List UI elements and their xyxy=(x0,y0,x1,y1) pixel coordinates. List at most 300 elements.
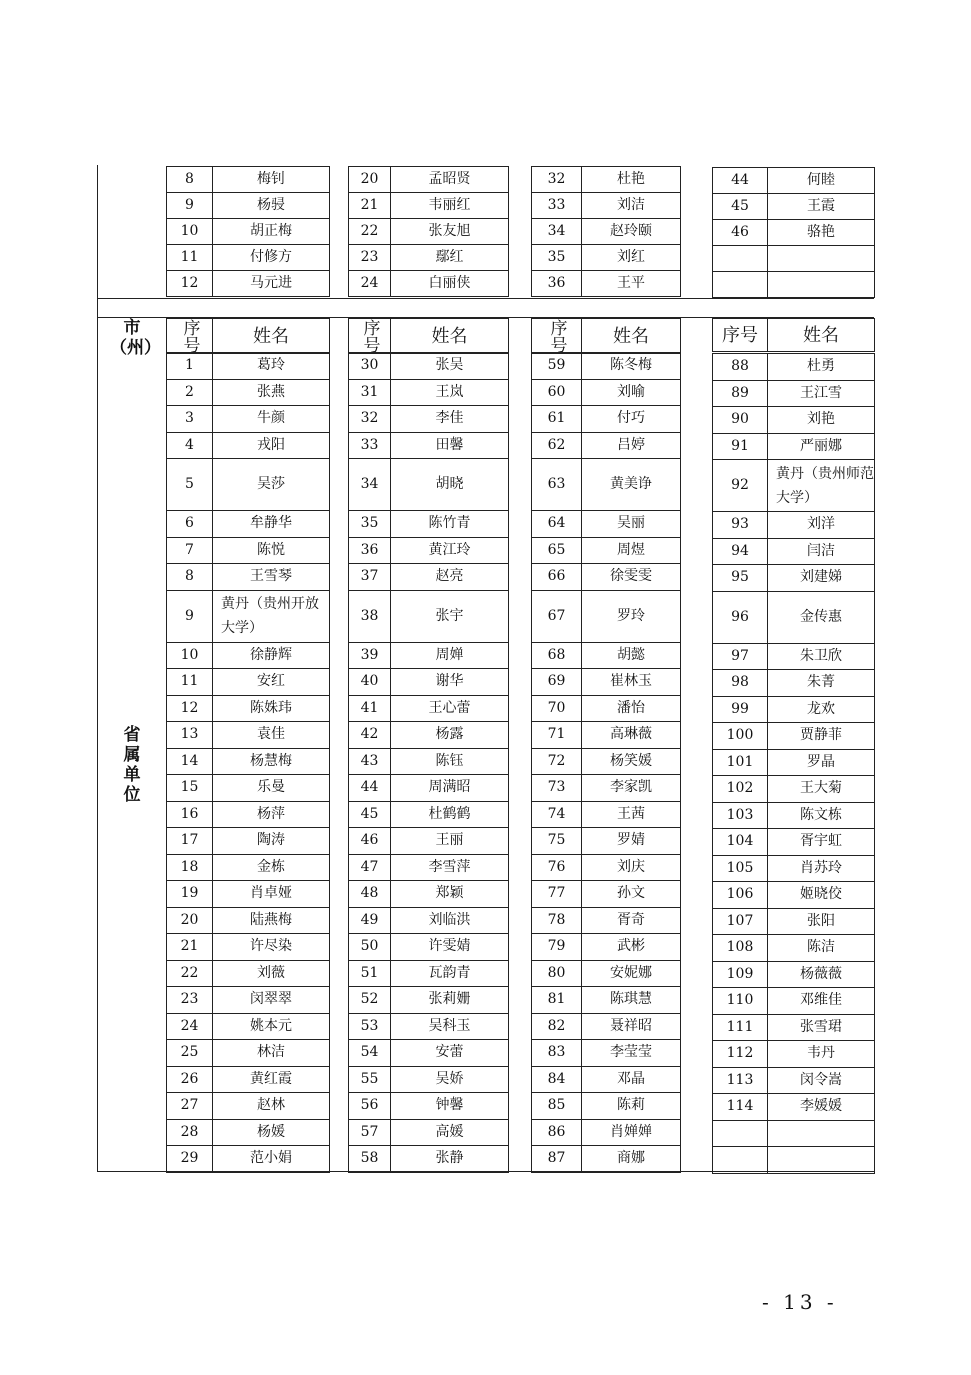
table-row xyxy=(349,537,509,564)
name-cell: 姚本元 xyxy=(213,1013,330,1040)
seq-cell: 66 xyxy=(532,564,582,591)
table-row xyxy=(713,512,875,539)
header-seq: 序号 xyxy=(167,319,213,354)
seq-cell: 24 xyxy=(349,271,391,297)
name-cell: 孟昭贤 xyxy=(391,167,509,193)
seq-cell: 72 xyxy=(532,748,582,775)
table-row xyxy=(167,1066,330,1093)
seq-cell: 11 xyxy=(167,245,213,271)
name-cell: 陈钰 xyxy=(391,748,509,775)
name-cell: 王岚 xyxy=(391,379,509,406)
seq-cell xyxy=(713,246,768,272)
name-cell: 吴娇 xyxy=(391,1066,509,1093)
header-table-1 xyxy=(166,318,330,354)
name-cell: 李家凯 xyxy=(582,775,681,802)
table-row xyxy=(532,1119,681,1146)
seq-cell: 21 xyxy=(349,193,391,219)
name-cell: 牛颜 xyxy=(213,406,330,433)
seq-cell: 102 xyxy=(713,776,768,803)
table-row xyxy=(713,380,875,407)
table-row xyxy=(167,1146,330,1173)
seq-cell: 84 xyxy=(532,1066,582,1093)
table-row xyxy=(349,167,509,193)
name-cell: 杜鹤鹤 xyxy=(391,801,509,828)
name-cell: 朱卫欣 xyxy=(768,643,875,670)
table-row xyxy=(713,538,875,565)
name-cell: 周满昭 xyxy=(391,775,509,802)
top-table-2 xyxy=(348,166,509,297)
table-row xyxy=(713,272,875,298)
name-cell: 黄美诤 xyxy=(582,459,681,511)
table-row xyxy=(713,882,875,909)
name-cell: 杜勇 xyxy=(768,354,875,381)
table-row xyxy=(349,271,509,297)
main-table-3 xyxy=(531,352,681,1173)
name-cell: 黄江玲 xyxy=(391,537,509,564)
table-row xyxy=(349,406,509,433)
table-row xyxy=(167,828,330,855)
seq-cell: 4 xyxy=(167,432,213,459)
table-row xyxy=(167,590,330,642)
header-seq: 序号 xyxy=(532,319,582,354)
seq-cell: 49 xyxy=(349,907,391,934)
seq-cell: 44 xyxy=(713,168,768,194)
table-row xyxy=(167,881,330,908)
name-cell: 杨薇薇 xyxy=(768,961,875,988)
seq-cell: 17 xyxy=(167,828,213,855)
table-row xyxy=(713,670,875,697)
name-cell: 刘洋 xyxy=(768,512,875,539)
table-row xyxy=(713,908,875,935)
header-name: 姓名 xyxy=(391,319,509,354)
table-row xyxy=(349,590,509,642)
seq-cell: 36 xyxy=(349,537,391,564)
name-cell: 潘怡 xyxy=(582,695,681,722)
seq-cell: 90 xyxy=(713,407,768,434)
name-cell: 肖卓娅 xyxy=(213,881,330,908)
seq-cell: 98 xyxy=(713,670,768,697)
name-cell: 崔林玉 xyxy=(582,669,681,696)
seq-cell: 86 xyxy=(532,1119,582,1146)
seq-cell: 110 xyxy=(713,988,768,1015)
seq-cell: 45 xyxy=(349,801,391,828)
name-cell: 周煜 xyxy=(582,537,681,564)
name-cell: 安蕾 xyxy=(391,1040,509,1067)
name-cell: 高媛 xyxy=(391,1119,509,1146)
table-row xyxy=(349,379,509,406)
name-cell: 黄丹（贵州师范大学） xyxy=(768,460,875,512)
table-row xyxy=(713,776,875,803)
unit-label-text: 省 属 单 位 xyxy=(123,725,141,805)
seq-cell: 85 xyxy=(532,1093,582,1120)
seq-cell: 12 xyxy=(167,695,213,722)
header-table-2 xyxy=(348,318,509,354)
name-cell: 乐曼 xyxy=(213,775,330,802)
table-row xyxy=(713,1120,875,1147)
table-row xyxy=(532,459,681,511)
seq-cell: 103 xyxy=(713,802,768,829)
table-row xyxy=(713,220,875,246)
table-row xyxy=(349,459,509,511)
seq-cell: 99 xyxy=(713,696,768,723)
name-cell: 严丽娜 xyxy=(768,433,875,460)
table-row xyxy=(532,854,681,881)
table-row xyxy=(532,271,681,297)
name-cell: 张宇 xyxy=(391,590,509,642)
name-cell: 刘红 xyxy=(582,245,681,271)
table-row xyxy=(349,748,509,775)
seq-cell: 20 xyxy=(349,167,391,193)
name-cell: 张静 xyxy=(391,1146,509,1173)
seq-cell: 94 xyxy=(713,538,768,565)
name-cell: 陈文栋 xyxy=(768,802,875,829)
seq-cell: 25 xyxy=(167,1040,213,1067)
seq-cell: 93 xyxy=(713,512,768,539)
seq-cell: 22 xyxy=(349,219,391,245)
seq-cell: 1 xyxy=(167,353,213,380)
seq-cell: 9 xyxy=(167,193,213,219)
name-cell: 金传惠 xyxy=(768,591,875,643)
table-row xyxy=(713,168,875,194)
seq-cell: 5 xyxy=(167,459,213,511)
seq-cell: 54 xyxy=(349,1040,391,1067)
table-row xyxy=(349,987,509,1014)
seq-cell: 35 xyxy=(532,245,582,271)
name-cell: 牟静华 xyxy=(213,511,330,538)
name-cell: 胡晓 xyxy=(391,459,509,511)
table-row xyxy=(532,564,681,591)
seq-cell: 28 xyxy=(167,1119,213,1146)
name-cell: 刘喻 xyxy=(582,379,681,406)
table-row xyxy=(349,432,509,459)
name-cell: 商娜 xyxy=(582,1146,681,1173)
table-row xyxy=(532,748,681,775)
name-cell: 陈悦 xyxy=(213,537,330,564)
seq-cell: 34 xyxy=(349,459,391,511)
name-cell: 许尽染 xyxy=(213,934,330,961)
seq-cell: 33 xyxy=(532,193,582,219)
name-cell: 张阳 xyxy=(768,908,875,935)
name-cell: 陈竹青 xyxy=(391,511,509,538)
seq-cell: 10 xyxy=(167,219,213,245)
table-row xyxy=(713,723,875,750)
seq-cell: 76 xyxy=(532,854,582,881)
name-cell: 杨萍 xyxy=(213,801,330,828)
seq-cell: 29 xyxy=(167,1146,213,1173)
seq-cell: 21 xyxy=(167,934,213,961)
seq-cell: 100 xyxy=(713,723,768,750)
table-row xyxy=(167,642,330,669)
seq-cell: 53 xyxy=(349,1013,391,1040)
header-table-4 xyxy=(712,318,875,352)
table-row xyxy=(532,934,681,961)
name-cell: 闫洁 xyxy=(768,538,875,565)
table-row xyxy=(349,353,509,380)
name-cell: 钟馨 xyxy=(391,1093,509,1120)
seq-cell: 73 xyxy=(532,775,582,802)
table-row xyxy=(167,167,330,193)
seq-cell: 13 xyxy=(167,722,213,749)
table-row xyxy=(713,1067,875,1094)
table-row xyxy=(167,695,330,722)
table-row xyxy=(532,801,681,828)
name-cell: 鄢红 xyxy=(391,245,509,271)
name-cell: 金栋 xyxy=(213,854,330,881)
table-row xyxy=(532,1066,681,1093)
seq-cell: 9 xyxy=(167,590,213,642)
table-row xyxy=(349,934,509,961)
table-row xyxy=(349,511,509,538)
seq-cell: 37 xyxy=(349,564,391,591)
table-row xyxy=(167,801,330,828)
name-cell: 张雪珺 xyxy=(768,1014,875,1041)
name-cell: 陶涛 xyxy=(213,828,330,855)
seq-cell: 75 xyxy=(532,828,582,855)
table-row xyxy=(349,1040,509,1067)
main-table-4 xyxy=(712,353,875,1174)
seq-cell: 32 xyxy=(532,167,582,193)
name-cell: 付巧 xyxy=(582,406,681,433)
name-cell: 张吴 xyxy=(391,353,509,380)
table-row xyxy=(167,459,330,511)
name-cell: 赵玲颐 xyxy=(582,219,681,245)
table-row xyxy=(532,695,681,722)
table-row xyxy=(713,643,875,670)
seq-cell: 32 xyxy=(349,406,391,433)
seq-cell: 34 xyxy=(532,219,582,245)
table-row xyxy=(713,565,875,592)
table-row xyxy=(349,1013,509,1040)
table-row xyxy=(713,246,875,272)
seq-cell: 16 xyxy=(167,801,213,828)
header-seq: 序号 xyxy=(713,319,768,352)
table-row xyxy=(532,987,681,1014)
name-cell: 瓦韵青 xyxy=(391,960,509,987)
name-cell: 陆燕梅 xyxy=(213,907,330,934)
name-cell: 赵亮 xyxy=(391,564,509,591)
name-cell: 肖婵婵 xyxy=(582,1119,681,1146)
seq-cell: 92 xyxy=(713,460,768,512)
table-row xyxy=(167,722,330,749)
name-cell: 王雪琴 xyxy=(213,564,330,591)
seq-cell xyxy=(713,1120,768,1147)
page-number: - 13 - xyxy=(762,1290,838,1314)
table-row xyxy=(167,748,330,775)
name-cell: 戎阳 xyxy=(213,432,330,459)
name-cell: 闵翠翠 xyxy=(213,987,330,1014)
name-cell: 马元进 xyxy=(213,271,330,297)
seq-cell: 23 xyxy=(349,245,391,271)
seq-cell: 11 xyxy=(167,669,213,696)
seq-cell: 42 xyxy=(349,722,391,749)
seq-cell: 65 xyxy=(532,537,582,564)
name-cell: 张燕 xyxy=(213,379,330,406)
name-cell: 闵令嵩 xyxy=(768,1067,875,1094)
seq-cell: 45 xyxy=(713,194,768,220)
seq-cell: 44 xyxy=(349,775,391,802)
table-row xyxy=(532,511,681,538)
name-cell: 刘薇 xyxy=(213,960,330,987)
table-row xyxy=(167,219,330,245)
name-cell: 骆艳 xyxy=(768,220,875,246)
name-cell: 陈洁 xyxy=(768,935,875,962)
seq-cell: 62 xyxy=(532,432,582,459)
seq-cell: 26 xyxy=(167,1066,213,1093)
seq-cell: 14 xyxy=(167,748,213,775)
table-row xyxy=(349,722,509,749)
name-cell: 邓维佳 xyxy=(768,988,875,1015)
seq-cell: 105 xyxy=(713,855,768,882)
table-row xyxy=(349,960,509,987)
name-cell: 韦丹 xyxy=(768,1041,875,1068)
seq-cell: 33 xyxy=(349,432,391,459)
seq-cell: 83 xyxy=(532,1040,582,1067)
seq-cell: 10 xyxy=(167,642,213,669)
seq-cell: 31 xyxy=(349,379,391,406)
name-cell: 陈莉 xyxy=(582,1093,681,1120)
name-cell: 王江雪 xyxy=(768,380,875,407)
table-row xyxy=(532,1146,681,1173)
seq-cell: 112 xyxy=(713,1041,768,1068)
table-row xyxy=(167,934,330,961)
region-header-label xyxy=(110,318,161,358)
table-row xyxy=(349,669,509,696)
seq-cell: 95 xyxy=(713,565,768,592)
name-cell: 罗婧 xyxy=(582,828,681,855)
seq-cell: 15 xyxy=(167,775,213,802)
table-row xyxy=(167,1013,330,1040)
top-table-4 xyxy=(712,167,875,298)
table-row xyxy=(349,1093,509,1120)
header-table-3 xyxy=(531,318,681,354)
name-cell xyxy=(768,246,875,272)
table-row xyxy=(713,749,875,776)
name-cell: 陈琪慧 xyxy=(582,987,681,1014)
name-cell: 葛玲 xyxy=(213,353,330,380)
seq-cell: 111 xyxy=(713,1014,768,1041)
table-row xyxy=(167,854,330,881)
seq-cell: 56 xyxy=(349,1093,391,1120)
table-row xyxy=(713,961,875,988)
table-row xyxy=(167,245,330,271)
name-cell xyxy=(768,272,875,298)
table-row xyxy=(167,406,330,433)
seq-cell: 38 xyxy=(349,590,391,642)
seq-cell: 23 xyxy=(167,987,213,1014)
seq-cell: 22 xyxy=(167,960,213,987)
table-row xyxy=(349,245,509,271)
table-row xyxy=(713,407,875,434)
name-cell: 李雪萍 xyxy=(391,854,509,881)
name-cell: 邓晶 xyxy=(582,1066,681,1093)
seq-cell: 80 xyxy=(532,960,582,987)
name-cell: 杨骎 xyxy=(213,193,330,219)
table-row xyxy=(167,353,330,380)
seq-cell: 20 xyxy=(167,907,213,934)
table-row xyxy=(713,591,875,643)
name-cell: 田馨 xyxy=(391,432,509,459)
seq-cell: 108 xyxy=(713,935,768,962)
name-cell: 黄红霞 xyxy=(213,1066,330,1093)
seq-cell: 18 xyxy=(167,854,213,881)
name-cell: 陈姝玮 xyxy=(213,695,330,722)
seq-cell: 57 xyxy=(349,1119,391,1146)
seq-cell: 43 xyxy=(349,748,391,775)
name-cell: 孙文 xyxy=(582,881,681,908)
name-cell: 陈冬梅 xyxy=(582,353,681,380)
seq-cell: 6 xyxy=(167,511,213,538)
table-row xyxy=(532,590,681,642)
seq-cell: 61 xyxy=(532,406,582,433)
seq-cell: 35 xyxy=(349,511,391,538)
seq-cell: 104 xyxy=(713,829,768,856)
name-cell: 付修方 xyxy=(213,245,330,271)
name-cell xyxy=(768,1120,875,1147)
table-row xyxy=(349,219,509,245)
name-cell: 杨露 xyxy=(391,722,509,749)
seq-cell: 3 xyxy=(167,406,213,433)
name-cell: 罗玲 xyxy=(582,590,681,642)
table-row xyxy=(532,960,681,987)
name-cell: 许雯婧 xyxy=(391,934,509,961)
region-header-line1: 市 （州） xyxy=(110,318,161,358)
seq-cell: 97 xyxy=(713,643,768,670)
seq-cell: 78 xyxy=(532,907,582,934)
seq-cell: 12 xyxy=(167,271,213,297)
table-row xyxy=(532,1040,681,1067)
seq-cell: 67 xyxy=(532,590,582,642)
name-cell: 贾静菲 xyxy=(768,723,875,750)
seq-cell: 107 xyxy=(713,908,768,935)
name-cell: 胡正梅 xyxy=(213,219,330,245)
seq-cell: 27 xyxy=(167,1093,213,1120)
table-row xyxy=(167,564,330,591)
seq-cell: 40 xyxy=(349,669,391,696)
seq-cell: 46 xyxy=(349,828,391,855)
name-cell: 安妮娜 xyxy=(582,960,681,987)
seq-cell: 36 xyxy=(532,271,582,297)
table-row xyxy=(532,219,681,245)
table-row xyxy=(713,988,875,1015)
table-row xyxy=(532,353,681,380)
table-row xyxy=(167,987,330,1014)
table-row xyxy=(532,406,681,433)
name-cell: 李媛媛 xyxy=(768,1094,875,1121)
table-row xyxy=(713,1094,875,1121)
name-cell: 何睦 xyxy=(768,168,875,194)
name-cell: 李莹莹 xyxy=(582,1040,681,1067)
name-cell: 肖苏玲 xyxy=(768,855,875,882)
seq-cell: 39 xyxy=(349,642,391,669)
name-cell: 武彬 xyxy=(582,934,681,961)
seq-cell: 109 xyxy=(713,961,768,988)
seq-cell: 41 xyxy=(349,695,391,722)
seq-cell: 24 xyxy=(167,1013,213,1040)
seq-cell: 74 xyxy=(532,801,582,828)
table-row xyxy=(713,194,875,220)
table-row xyxy=(167,193,330,219)
table-row xyxy=(713,1147,875,1174)
seq-cell: 114 xyxy=(713,1094,768,1121)
seq-cell: 58 xyxy=(349,1146,391,1173)
top-table-1 xyxy=(166,166,330,297)
name-cell xyxy=(768,1147,875,1174)
header-name: 姓名 xyxy=(213,319,330,354)
name-cell: 杨媛 xyxy=(213,1119,330,1146)
table-row xyxy=(532,828,681,855)
table-row xyxy=(532,669,681,696)
table-row xyxy=(349,193,509,219)
